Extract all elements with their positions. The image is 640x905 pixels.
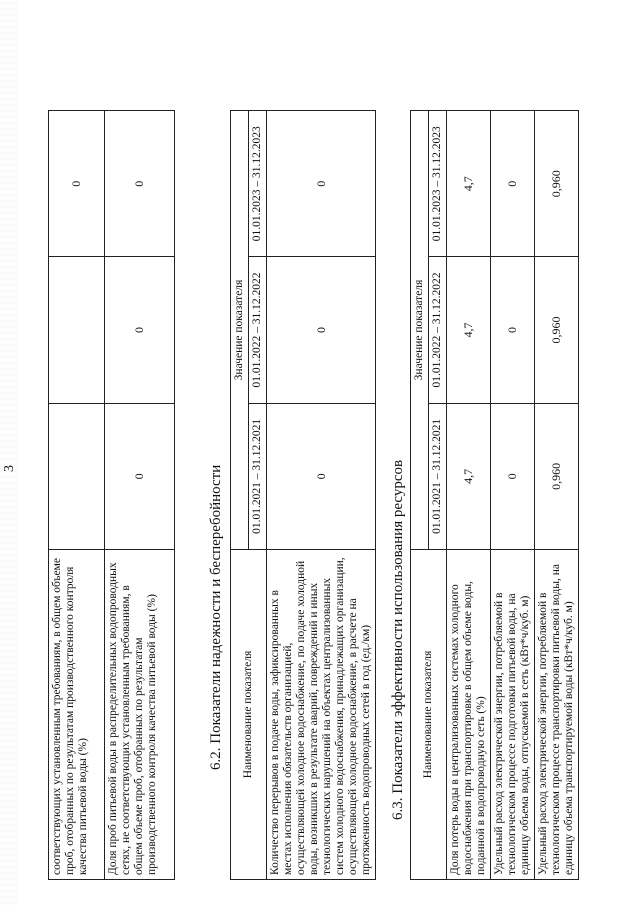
indicator-name: Количество перерывов в подаче воды, зафиксированных в местах исполнения обязательств организацией, осуществляющей холодное водоснабжение, по подаче холодной воды, возникших в результате аварий, повреждений и иных технологических нарушений на объектах централизованных систем холодного водоснабжения, принадлежащих организации, осуществляющей холодное водоснабжение, в расчете на протяженность водопроводных сетей в год (ед./км) [267,549,376,879]
quality-table [48,110,175,880]
header-name: Наименование показателя [411,549,447,879]
value-2022: 4,7 [447,257,491,403]
period-2021: 01.01.2021 – 31.12.2021 [429,403,447,549]
value-2023: 0 [105,111,175,257]
period-2023: 01.01.2023 – 31.12.2023 [249,111,267,257]
indicator-name: Удельный расход электрической энергии, потребляемой в технологическом процессе транспортировки питьевой воды, на единицу объема транспортируемой воды (кВт*ч/куб. м) [535,549,579,879]
value-2021: 0,960 [535,403,579,549]
table-row [49,111,105,880]
table-row [535,111,579,880]
table-row [491,111,535,880]
indicator-name: соответствующих установленным требованиям, в общем объеме проб, отобранных по результатам производственного контроля качества питьевой воды (%) [49,549,105,879]
value-2023: 0 [267,111,376,257]
value-2021: 0 [491,403,535,549]
efficiency-table [410,110,579,880]
table-row [447,111,491,880]
reliability-table [230,110,376,880]
rotated-content [2,50,600,880]
section-title-6-3: 6.3. Показатели эффективности использования ресурсов [390,459,406,820]
value-2022 [49,257,105,403]
indicator-name: Доля проб питьевой воды в распределительных водопроводных сетях, не соответствующих установленным требованиям, в общем объеме проб, отобранных по результатам производственного контроля качества питьевой воды (%) [105,549,175,879]
value-2021: 4,7 [447,403,491,549]
period-2022: 01.01.2022 – 31.12.2022 [249,257,267,403]
indicator-name: Удельный расход электрической энергии, потребляемой в технологическом процессе подготовки питьевой воды, на единицу объема воды, отпускаемой в сеть (кВт*ч/куб. м) [491,549,535,879]
value-2023: 4,7 [447,111,491,257]
value-2022: 0 [105,257,175,403]
value-2021: 0 [267,403,376,549]
table-row [105,111,175,880]
page-number: 3 [2,465,17,472]
indicator-name: Доля потерь воды в централизованных системах холодного водоснабжения при транспортировке в общем объеме воды, поданной в водопроводную сеть (%) [447,549,491,879]
value-2022: 0 [267,257,376,403]
table-header-row [411,111,429,880]
value-2023: 0 [49,111,105,257]
period-2022: 01.01.2022 – 31.12.2022 [429,257,447,403]
table-row [267,111,376,880]
table-header-row [231,111,249,880]
value-2021 [49,403,105,549]
header-value: Значение показателя [231,111,249,550]
value-2022: 0 [491,257,535,403]
value-2023: 0 [491,111,535,257]
period-2023: 01.01.2023 – 31.12.2023 [429,111,447,257]
period-2021: 01.01.2021 – 31.12.2021 [249,403,267,549]
value-2023: 0,960 [535,111,579,257]
value-2021: 0 [105,403,175,549]
header-name: Наименование показателя [231,549,267,879]
header-value: Значение показателя [411,111,429,550]
scan-edge [0,0,18,905]
section-title-6-2: 6.2. Показатели надежности и бесперебойности [208,464,224,770]
value-2022: 0,960 [535,257,579,403]
